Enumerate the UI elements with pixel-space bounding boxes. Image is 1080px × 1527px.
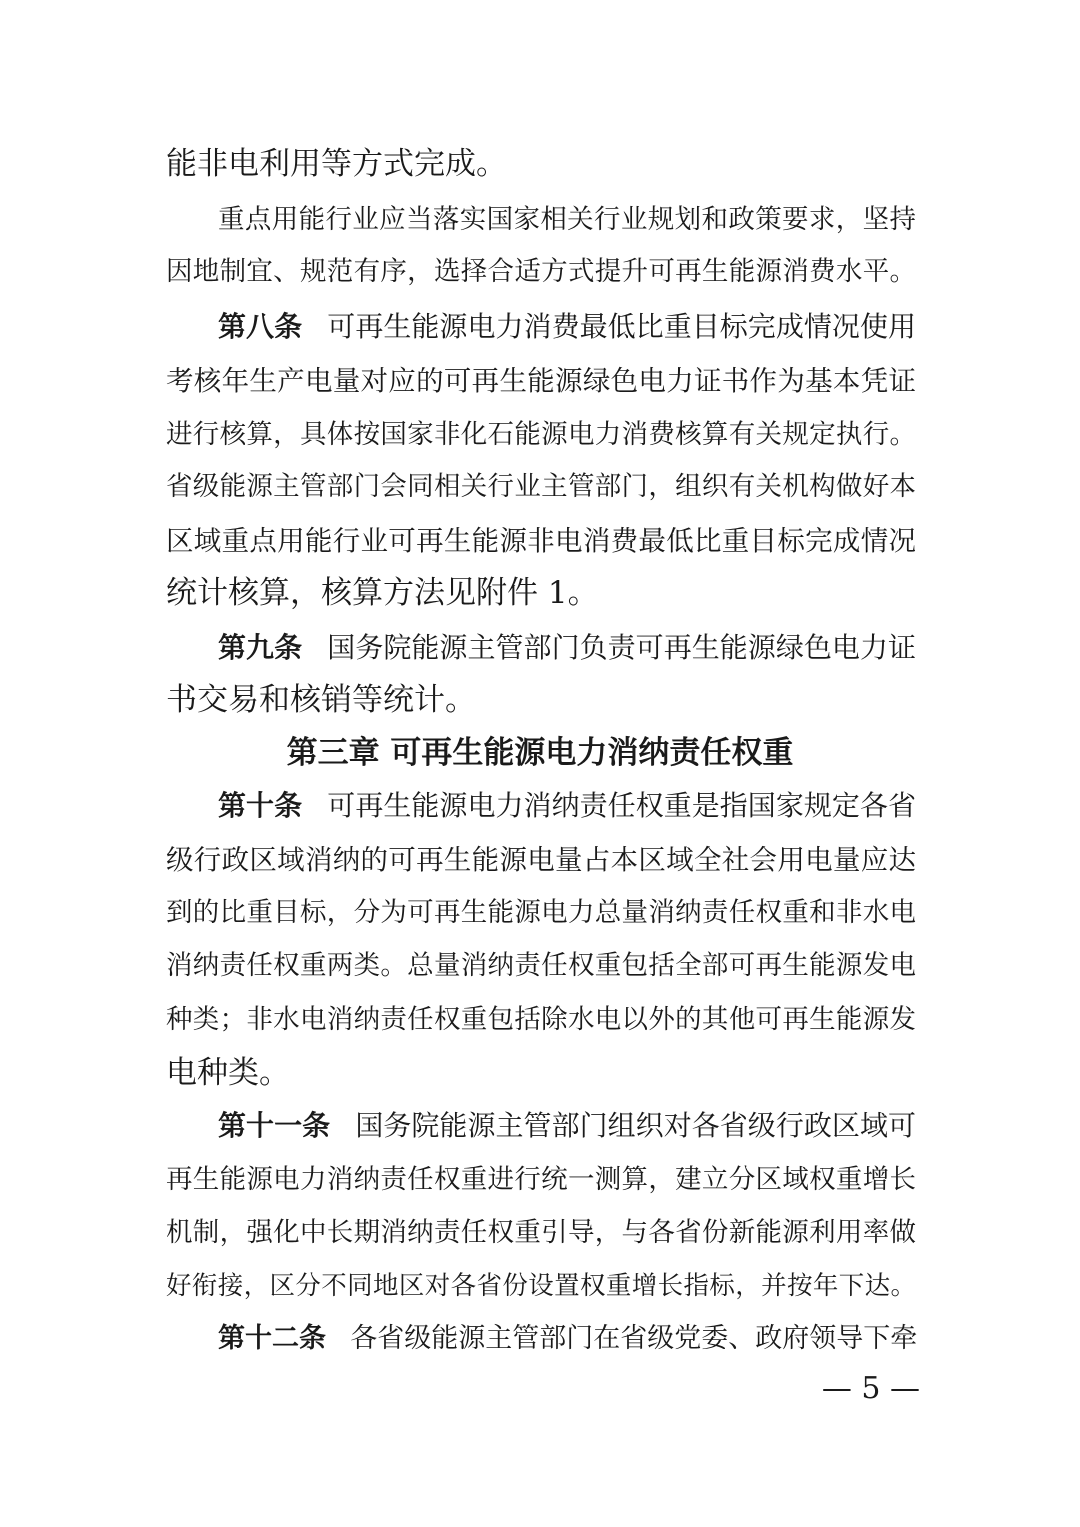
chapter-title: 第三章 可再生能源电力消纳责任权重	[286, 735, 794, 771]
line-text: 书交易和核销等统计。	[166, 682, 476, 718]
text-line	[166, 1053, 916, 1093]
article-12-first-line	[218, 1319, 916, 1359]
line-text: 种类；非水电消纳责任权重包括除水电以外的其他可再生能源发	[166, 1004, 916, 1035]
line-text: 区域重点用能行业可再生能源非电消费最低比重目标完成情况	[166, 525, 916, 557]
article-10-first-line	[218, 786, 916, 826]
text-line	[166, 680, 916, 720]
line-text: 可再生能源电力消费最低比重目标完成情况使用	[327, 310, 916, 343]
article-9-first-line	[218, 628, 916, 668]
text-line	[166, 415, 916, 455]
line-text: 省级能源主管部门会同相关行业主管部门，组织有关机构做好本	[166, 471, 916, 502]
article-heading: 第十二条	[218, 1323, 326, 1354]
line-text: 重点用能行业应当落实国家相关行业规划和政策要求，坚持	[218, 204, 916, 235]
text-line	[166, 573, 916, 613]
article-8-first-line	[218, 307, 916, 347]
line-text: 进行核算，具体按国家非化石能源电力消费核算有关规定执行。	[166, 419, 916, 450]
text-line	[166, 1160, 916, 1200]
text-line	[166, 1266, 916, 1306]
line-text: 级行政区域消纳的可再生能源电量占本区域全社会用电量应达	[166, 844, 916, 876]
article-heading: 第十一条	[218, 1109, 331, 1142]
line-text: 国务院能源主管部门负责可再生能源绿色电力证	[327, 631, 916, 664]
line-text: 考核年生产电量对应的可再生能源绿色电力证书作为基本凭证	[166, 365, 916, 397]
article-11-first-line	[218, 1106, 916, 1146]
line-text: 到的比重目标，分为可再生能源电力总量消纳责任权重和非水电	[166, 897, 916, 928]
line-text: 能非电利用等方式完成。	[166, 146, 507, 182]
article-heading: 第十条	[218, 789, 303, 822]
line-text: 可再生能源电力消纳责任权重是指国家规定各省	[327, 789, 916, 822]
line-text: 电种类。	[166, 1055, 290, 1091]
line-text: 各省级能源主管部门在省级党委、政府领导下牵	[350, 1323, 918, 1354]
text-line	[218, 200, 916, 240]
line-text: 再生能源电力消纳责任权重进行统一测算，建立分区域权重增长	[166, 1164, 916, 1195]
line-text: 好衔接，区分不同地区对各省份设置权重增长指标，并按年下达。	[166, 1271, 916, 1301]
text-line	[166, 361, 916, 401]
text-line	[166, 1000, 916, 1040]
text-line	[166, 1213, 916, 1253]
text-line	[166, 946, 916, 986]
article-heading: 第九条	[218, 631, 303, 664]
text-line	[166, 252, 916, 292]
text-line	[166, 521, 916, 561]
line-text: 消纳责任权重两类。总量消纳责任权重包括全部可再生能源发电	[166, 950, 916, 981]
text-line	[166, 840, 916, 880]
line-text: 国务院能源主管部门组织对各省级行政区域可	[355, 1109, 916, 1142]
text-line	[166, 144, 916, 184]
line-text: 机制，强化中长期消纳责任权重引导，与各省份新能源利用率做	[166, 1217, 916, 1248]
text-line	[166, 893, 916, 933]
page-number: — 5 —	[821, 1371, 920, 1406]
line-text: 因地制宜、规范有序，选择合适方式提升可再生能源消费水平。	[166, 256, 916, 287]
article-heading: 第八条	[218, 310, 303, 343]
text-line	[166, 467, 916, 507]
line-text: 统计核算，核算方法见附件 1。	[166, 575, 599, 611]
